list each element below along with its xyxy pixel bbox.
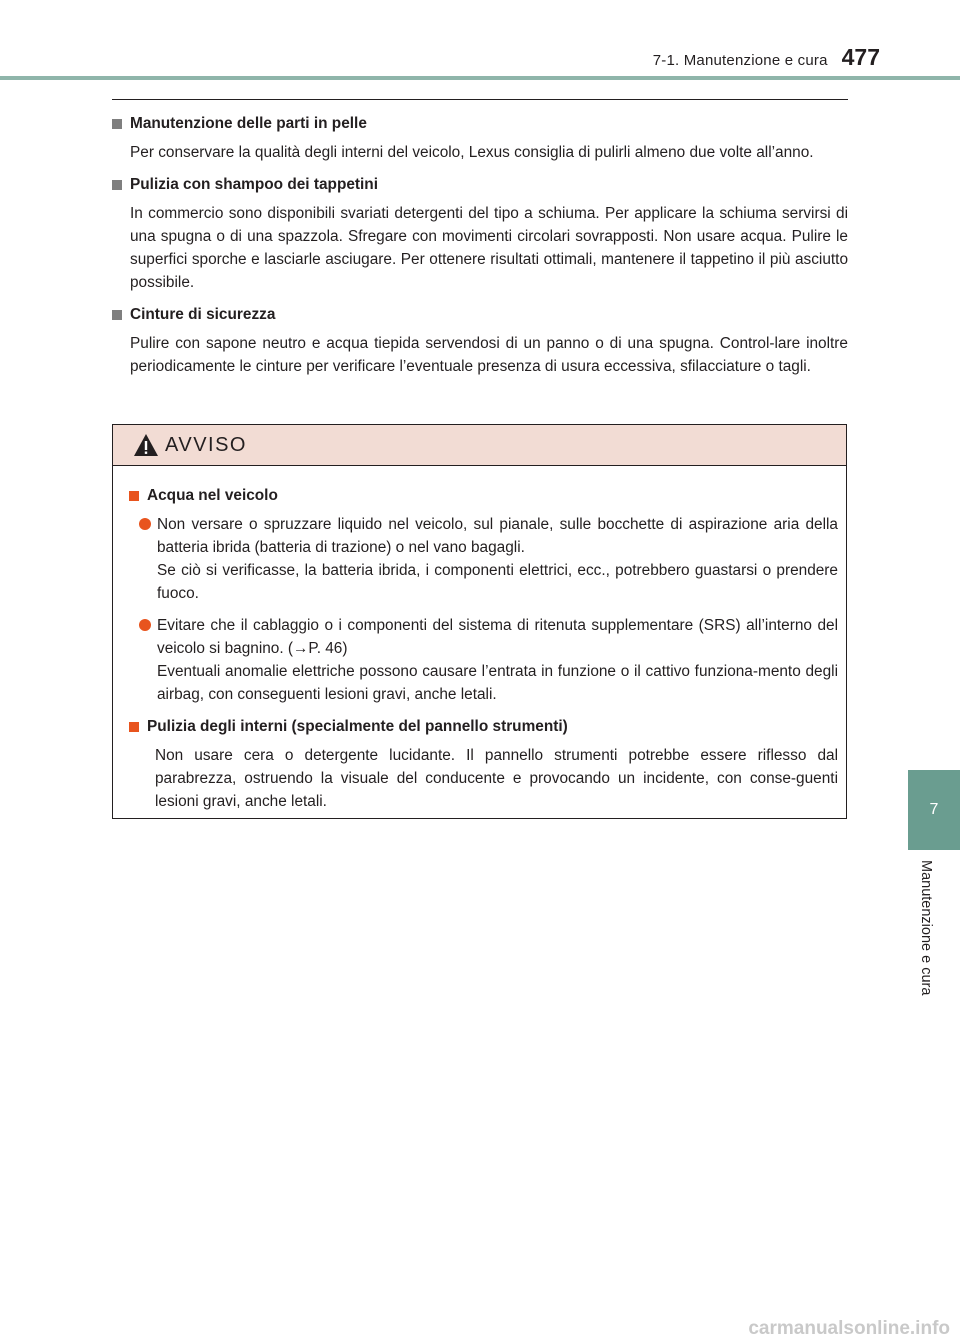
- gray-square-icon: [112, 310, 122, 320]
- paragraph-leather: Per conservare la qualità degli interni del veicolo, Lexus consiglia di pulirli almeno due volte all’anno.: [130, 144, 814, 161]
- warning-subheading-water: [129, 484, 838, 507]
- bullet-text: Non versare o spruzzare liquido nel veicolo, sul pianale, sulle bocchette di aspirazione aria della batteria ibrida (batteria di trazione) o nel vano bagagli.: [157, 516, 838, 556]
- subheading-seatbelts: [112, 303, 848, 326]
- paragraph-carpet: In commercio sono disponibili svariati detergenti del tipo a schiuma. Per applicare la schiuma servirsi di una spugna o di una spazzola. Sfregare con movimenti circolari sovrapposti. Non usare acqua. Pulire le superfici sporche e lasciarle asciugare. Per ottenere risultati ottimali, mantenere il tappetino il più asciutto possibile.: [130, 205, 848, 291]
- warning-body: [113, 466, 846, 813]
- subheading-text: Manutenzione delle parti in pelle: [130, 115, 367, 132]
- orange-square-icon: [129, 722, 139, 732]
- subheading-leather: [112, 112, 848, 135]
- warning-box: [112, 424, 847, 819]
- watermark: carmanualsonline.info: [748, 1318, 950, 1339]
- running-head: [653, 44, 880, 71]
- paragraph-seatbelts: Pulire con sapone neutro e acqua tiepida servendosi di un panno o di una spugna. Control-lare inoltre periodicamente le cinture per verificare l’eventuale presenza di usura eccessiva, sfilacciature o tagli.: [130, 335, 848, 375]
- warning-title: AVVISO: [165, 433, 247, 456]
- chapter-label: Manutenzione e cura: [918, 860, 934, 996]
- warning-subheading-cleaning: [129, 715, 838, 738]
- bullet-text: Evitare che il cablaggio o i componenti del sistema di ritenuta supplementare (SRS) all’interno del veicolo si bagnino. (→P. 46): [157, 617, 838, 657]
- warning-subheading-text: Acqua nel veicolo: [147, 487, 278, 504]
- warning-paragraph: Non usare cera o detergente lucidante. Il pannello strumenti potrebbe essere riflesso dal parabrezza, ostruendo la visuale del conducente e provocando un incidente, con conse-guenti lesioni gravi, anche letali.: [155, 747, 838, 810]
- warning-header: [113, 425, 846, 466]
- section-reference: 7-1. Manutenzione e cura: [652, 52, 828, 69]
- warning-bullet: [139, 513, 838, 605]
- orange-bullet-icon: [139, 619, 151, 631]
- header-rule: [0, 76, 960, 80]
- main-content: [112, 112, 848, 387]
- gray-square-icon: [112, 119, 122, 129]
- warning-triangle-icon: [133, 433, 159, 457]
- bullet-detail: Eventuali anomalie elettriche possono causare l’entrata in funzione o il cattivo funziona-mento degli airbag, con conseguenti lesioni gravi, anche letali.: [157, 663, 838, 703]
- subheading-text: Pulizia con shampoo dei tappetini: [130, 176, 378, 193]
- orange-bullet-icon: [139, 518, 151, 530]
- warning-subheading-text: Pulizia degli interni (specialmente del pannello strumenti): [147, 718, 568, 735]
- content-rule: [112, 99, 848, 100]
- orange-square-icon: [129, 491, 139, 501]
- subheading-carpet: [112, 173, 848, 196]
- gray-square-icon: [112, 180, 122, 190]
- chapter-number: 7: [929, 801, 939, 818]
- bullet-detail: Se ciò si verificasse, la batteria ibrida, i componenti elettrici, ecc., potrebbero guastarsi o prendere fuoco.: [157, 562, 838, 602]
- warning-bullet: [139, 614, 838, 706]
- subheading-text: Cinture di sicurezza: [130, 306, 276, 323]
- chapter-tab: [908, 770, 960, 850]
- page-number: 477: [841, 44, 880, 70]
